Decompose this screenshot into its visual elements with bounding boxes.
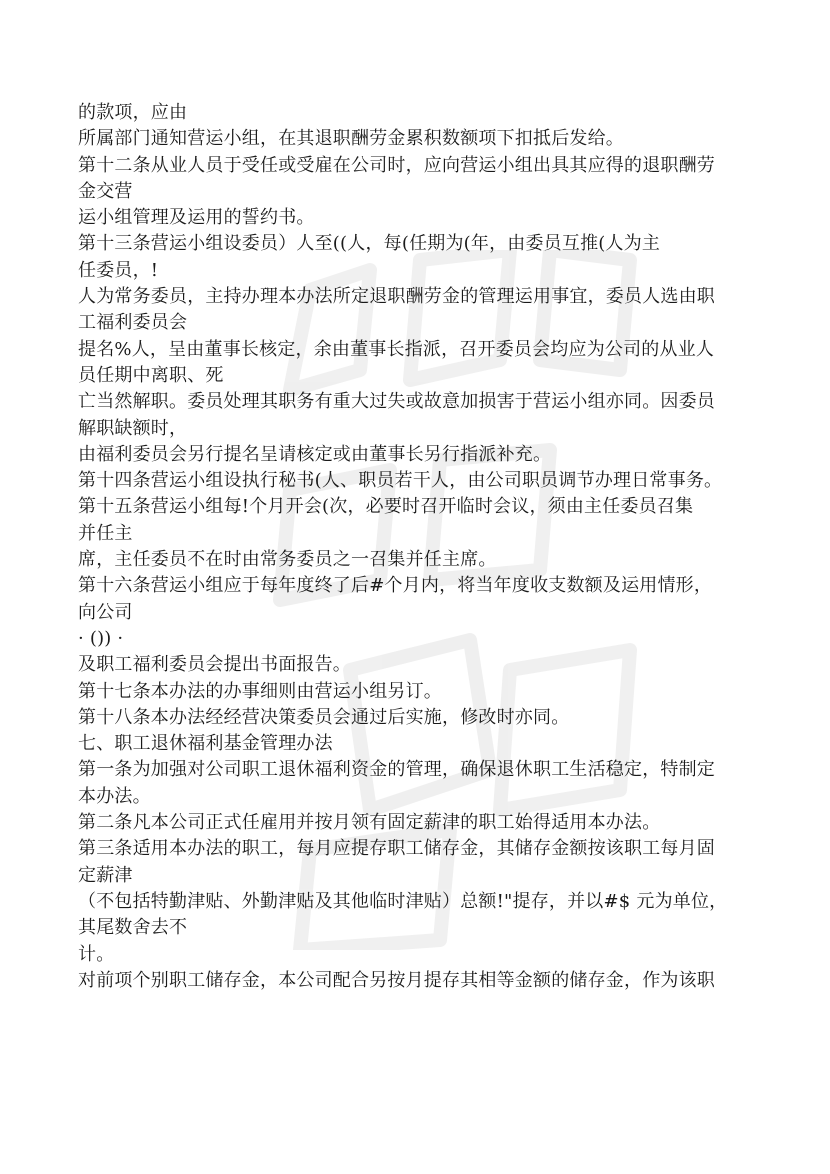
text-line: 对前项个别职工储存金，本公司配合另按月提存其相等金额的储存金，作为该职	[78, 969, 715, 991]
text-line: 任委员，!	[78, 259, 159, 281]
text-line: 工福利委员会	[78, 312, 188, 334]
text-line: 运小组管理及运用的誓约书。	[78, 207, 315, 229]
text-line: 所属部门通知营运小组，在其退职酬劳金累积数额项下扣抵后发给。	[78, 128, 624, 150]
text-line: 并任主	[78, 522, 133, 544]
text-line: 向公司	[78, 601, 133, 623]
text-line: 第十三条营运小组设委员）人至((人，每(任期为(年，由委员互推(人为主	[78, 233, 661, 255]
text-line: 亡当然解职。委员处理其职务有重大过失或故意加损害于营运小组亦同。因委员	[78, 391, 715, 413]
page-marker: · ()) ·	[78, 627, 124, 649]
text-line: 的款项，应由	[78, 102, 188, 123]
text-line: 人为常务委员，主持办理本办法所定退职酬劳金的管理运用事宜，委员人选由职	[78, 286, 715, 308]
text-line: 其尾数舍去不	[78, 917, 188, 939]
text-line: 及职工福利委员会提出书面报告。	[78, 654, 351, 676]
text-line: （不包括特勤津贴、外勤津贴及其他临时津贴）总额!"提存，并以#$ 元为单位，	[78, 890, 728, 912]
text-line: 第二条凡本公司正式任雇用并按月领有固定薪津的职工始得适用本办法。	[78, 812, 661, 834]
text-line: 第十二条从业人员于受任或受雇在公司时，应向营运小组出具其应得的退职酬劳	[78, 154, 715, 176]
text-line: 金交营	[78, 180, 133, 202]
text-line: 第十六条营运小组应于每年度终了后#个月内，将当年度收支数额及运用情形，	[78, 575, 713, 597]
text-line: 第一条为加强对公司职工退休福利资金的管理，确保退休职工生活稳定，特制定	[78, 759, 715, 781]
document-body	[78, 100, 758, 994]
text-line: 解职缺额时，	[78, 417, 188, 439]
text-line: 第三条适用本办法的职工，每月应提存职工储存金，其储存金额按该职工每月固	[78, 838, 715, 860]
text-line: 由福利委员会另行提名呈请核定或由董事长另行指派补充。	[78, 443, 552, 465]
text-line: 席，主任委员不在时由常务委员之一召集并任主席。	[78, 549, 497, 571]
text-line: 定薪津	[78, 864, 133, 886]
text-line: 第十四条营运小组设执行秘书(人、职员若干人，由公司职员调节办理日常事务。	[78, 470, 723, 492]
text-line: 计。	[78, 943, 115, 965]
section-heading: 七、职工退休福利基金管理办法	[78, 733, 333, 755]
text-line: 第十五条营运小组每!个月开会(次，必要时召开临时会议，须由主任委员召集	[78, 496, 694, 518]
text-line: 第十八条本办法经经营决策委员会通过后实施，修改时亦同。	[78, 706, 570, 728]
text-line: 本办法。	[78, 785, 151, 807]
text-line: 第十七条本办法的办事细则由营运小组另订。	[78, 680, 442, 702]
text-line: 员任期中离职、死	[78, 364, 224, 386]
text-line: 提名%人，呈由董事长核定，余由董事长指派，召开委员会均应为公司的从业人	[78, 338, 715, 360]
